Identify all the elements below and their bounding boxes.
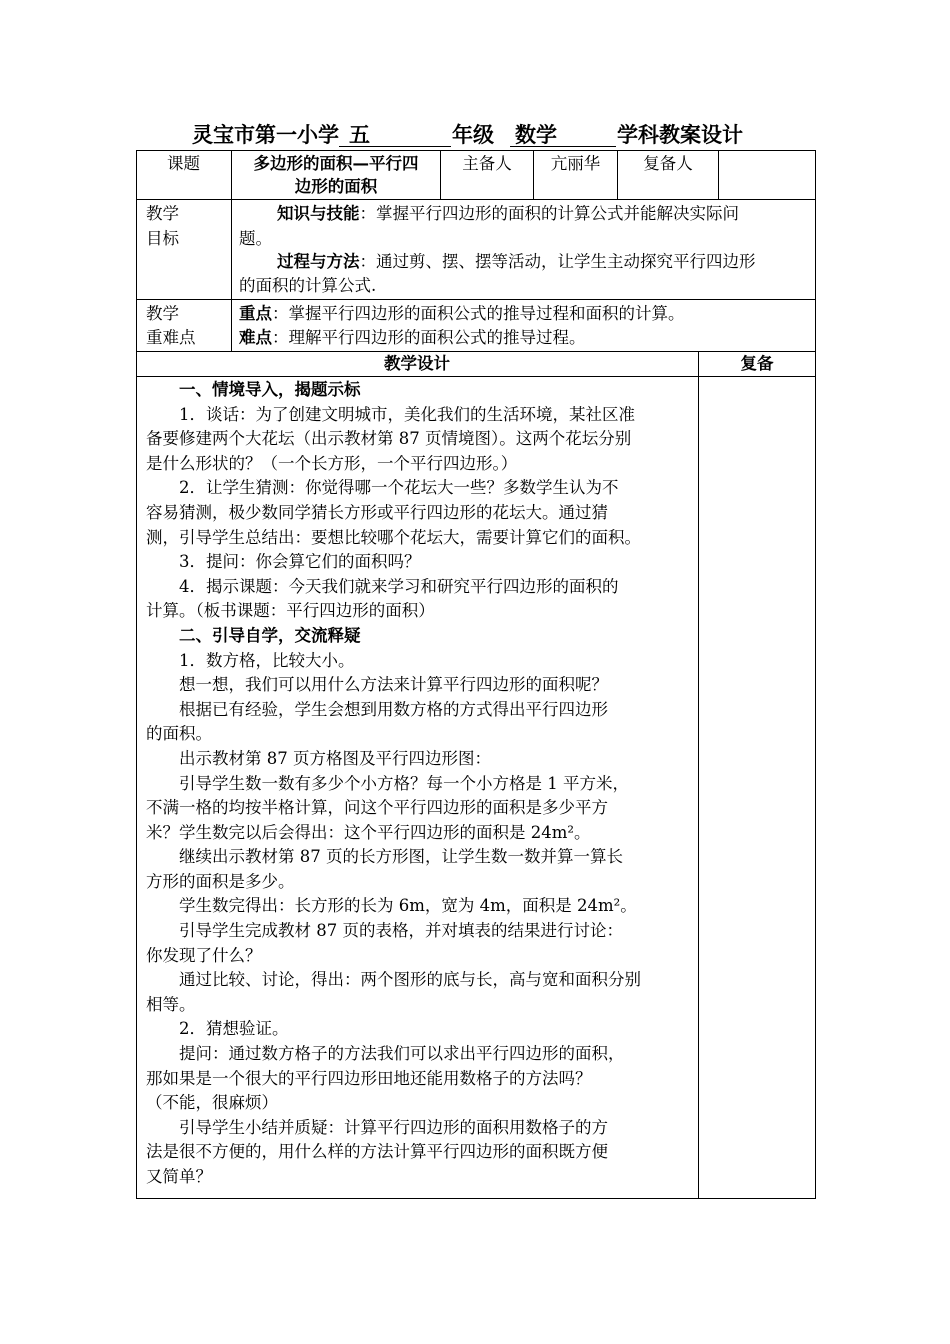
topic-line-1: 多边形的面积—平行四	[253, 154, 419, 173]
design-line: 1．谈话：为了创建文明城市，美化我们的生活环境，某社区准	[146, 404, 635, 424]
section-heading: 一、情境导入，揭题示标	[146, 380, 361, 399]
design-line: 米？学生数完以后会得出：这个平行四边形的面积是 24m²。	[146, 822, 591, 842]
process-goal	[277, 249, 756, 275]
rule-right	[815, 150, 816, 1199]
design-line: 通过比较、讨论，得出：两个图形的底与长，高与宽和面积分别	[146, 970, 641, 990]
design-line: （不能，很麻烦）	[146, 1093, 278, 1113]
grade-word: 年级	[452, 123, 494, 147]
design-line: 容易猜测，极少数同学猜长方形或平行四边形的花坛大。通过猜	[146, 502, 608, 522]
design-line: 你发现了什么？	[146, 945, 262, 965]
design-line: 想一想，我们可以用什么方法来计算平行四边形的面积呢？	[146, 675, 608, 695]
grade-underline	[339, 146, 451, 147]
lead-name: 亢丽华	[550, 154, 601, 173]
process-goal-cont: 的面积的计算公式.	[239, 276, 377, 295]
key-point-label: 重点	[239, 304, 272, 323]
rule-after-goals	[136, 299, 816, 300]
review-notes-cell	[699, 377, 815, 1198]
design-line: 计算。（板书课题：平行四边形的面积）	[146, 601, 435, 621]
design-line: 引导学生小结并质疑：计算平行四边形的面积用数格子的方	[146, 1117, 608, 1137]
title-suffix: 学科教案设计	[617, 123, 743, 147]
knowledge-goal-text: ：掌握平行四边形的面积的计算公式并能解决实际问	[359, 204, 739, 223]
lesson-plan-table	[136, 150, 816, 1199]
design-line: 相等。	[146, 994, 196, 1014]
design-body	[146, 378, 694, 1190]
section-heading: 二、引导自学，交流释疑	[146, 625, 361, 645]
subject-value: 数学	[515, 123, 557, 147]
knowledge-goal-cont: 题。	[239, 229, 272, 248]
grade-value: 五	[349, 123, 370, 147]
knowledge-goal-label: 知识与技能	[277, 204, 360, 223]
design-line: 1．数方格，比较大小。	[146, 650, 355, 670]
co-label: 复备人	[643, 154, 693, 173]
design-line: 引导学生完成教材 87 页的表格，并对填表的结果进行讨论：	[146, 921, 623, 941]
design-line: 学生数完得出：长方形的长为 6m，宽为 4m，面积是 24m²。	[146, 896, 637, 916]
rule-left	[136, 150, 137, 1199]
difficult-point-label: 难点	[239, 328, 272, 347]
design-line: 根据已有经验，学生会想到用数方格的方式得出平行四边形	[146, 699, 608, 719]
design-line: 备要修建两个大花坛（出示教材第 87 页情境图）。这两个花坛分别	[146, 429, 632, 449]
process-goal-label: 过程与方法	[277, 252, 360, 271]
focus-label-line-1: 教学	[146, 304, 179, 323]
lead-label: 主备人	[462, 154, 512, 173]
goals-label-line-2: 目标	[146, 229, 179, 248]
subject-underline	[510, 146, 616, 147]
design-line: 又简单？	[146, 1167, 212, 1186]
focus-label-line-2: 重难点	[146, 328, 196, 347]
design-header: 教学设计	[384, 354, 450, 373]
difficult-point	[239, 325, 586, 351]
knowledge-goal	[277, 201, 739, 227]
topic-label: 课题	[167, 154, 200, 173]
difficult-point-text: ：理解平行四边形的面积公式的推导过程。	[272, 328, 586, 347]
design-line: 3．提问：你会算它们的面积吗？	[146, 552, 421, 572]
process-goal-text: ：通过剪、摆、摆等活动，让学生主动探究平行四边形	[359, 252, 756, 271]
goals-label-line-1: 教学	[146, 204, 179, 223]
design-line: 提问：通过数方格子的方法我们可以求出平行四边形的面积，	[146, 1044, 625, 1064]
key-point-text: ：掌握平行四边形的面积公式的推导过程和面积的计算。	[272, 304, 685, 323]
topic-line-2: 边形的面积	[294, 177, 378, 196]
design-line: 测，引导学生总结出：要想比较哪个花坛大，需要计算它们的面积。	[146, 527, 641, 547]
rule-bottom	[136, 1198, 816, 1199]
review-header: 复备	[740, 354, 774, 373]
design-line: 那如果是一个很大的平行四边形田地还能用数格子的方法吗？	[146, 1068, 592, 1088]
design-line: 2．让学生猜测：你觉得哪一个花坛大一些？多数学生认为不	[146, 478, 619, 498]
document-title	[136, 120, 816, 150]
school-name: 灵宝市第一小学	[192, 123, 339, 147]
design-line: 的面积。	[146, 724, 212, 744]
design-line: 4．揭示课题：今天我们就来学习和研究平行四边形的面积的	[146, 576, 619, 596]
design-line: 继续出示教材第 87 页的长方形图，让学生数一数并算一算长	[146, 847, 623, 867]
design-line: 出示教材第 87 页方格图及平行四边形图：	[146, 748, 491, 768]
design-line: 2．猜想验证。	[146, 1019, 289, 1039]
design-line: 不满一格的均按半格计算，问这个平行四边形的面积是多少平方	[146, 798, 608, 818]
design-line: 是什么形状的？（一个长方形，一个平行四边形。）	[146, 453, 518, 473]
design-line: 法是很不方便的，用什么样的方法计算平行四边形的面积既方便	[146, 1142, 608, 1162]
design-line: 方形的面积是多少。	[146, 871, 295, 891]
key-point	[239, 301, 685, 327]
rule-co-label	[718, 150, 719, 199]
design-line: 引导学生数一数有多少个小方格？每一个小方格是 1 平方米，	[146, 773, 629, 793]
